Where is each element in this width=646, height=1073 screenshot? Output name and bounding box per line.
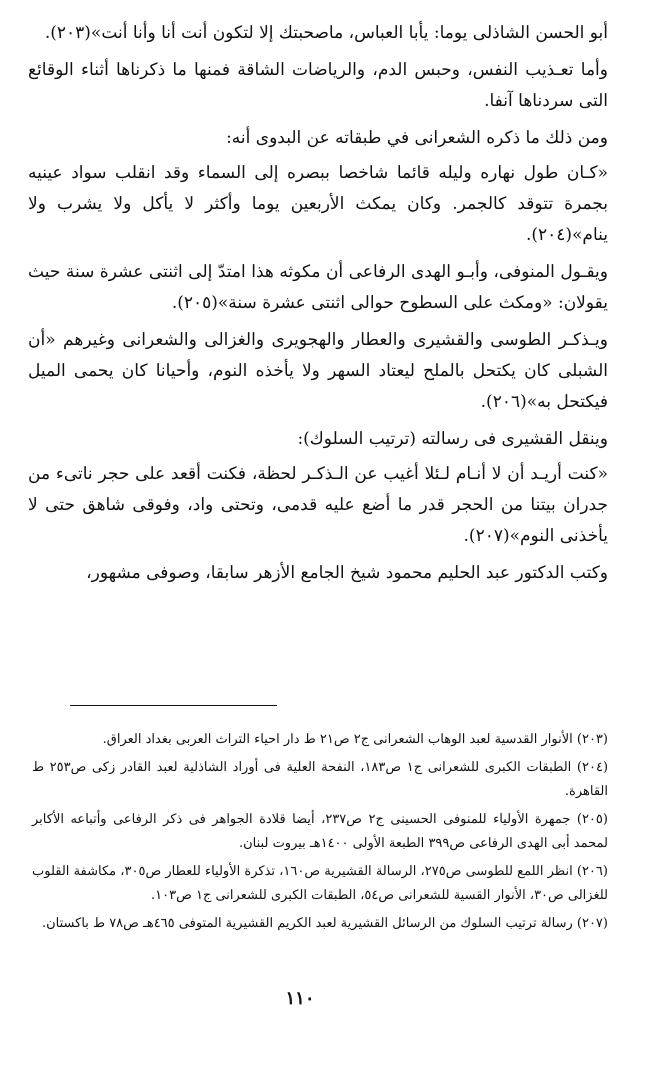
paragraph-7: وينقل القشيرى فى رسالته (ترتيب السلوك): (297, 429, 608, 449)
footnote-206: (٢٠٦) انظر اللمع للطوسى ص٢٧٥، الرسالة القشيرية ص١٦٠، تذكرة الأولياء للعطار ص٣٠٥، مكاشفة القلوب للغزالى ص٣٠، الأنوار القسية للشعرانى ص٥٤، الطبقات الكبرى للشعرانى ج١ ص١٠٣. (32, 863, 608, 903)
paragraph-5: ويقـول المنوفى، وأبـو الهدى الرفاعى أن مكوثه هذا امتدّ إلى اثنتى عشرة سنة حيث يقولان: «ومكث على السطوح حوالى اثنتى عشرة سنة»(٢٠٥). (28, 262, 608, 313)
paragraph-9: وكتب الدكتور عبد الحليم محمود شيخ الجامع الأزهر سابقا، وصوفى مشهور، (86, 563, 608, 583)
paragraph-6: ويـذكـر الطوسى والقشيرى والعطار والهجويرى والغزالى والشعرانى وغيرهم «أن الشبلى كان يكتحل بالملح ليعتاد السهر ولا يأخذه النوم، وأحيانا كان يحمى الميل فيكتحل به»(٢٠٦). (28, 330, 608, 412)
paragraph-3: ومن ذلك ما ذكره الشعرانى في طبقاته عن البدوى أنه: (226, 128, 608, 148)
footnote-205: (٢٠٥) جمهرة الأولياء للمنوفى الحسينى ج٢ ص٢٣٧، أيضا قلادة الجواهر فى ذكر الرفاعى وأتباعه الأكابر لمحمد أبى الهدى الرفاعى ص٣٩٩ الطبعة الأولى ١٤٠٠هـ بيروت لبنان. (32, 811, 608, 851)
footnote-203: (٢٠٣) الأنوار القدسية لعبد الوهاب الشعرانى ج٢ ص٢١ ط دار احياء التراث العربى بغداد العراق. (102, 732, 608, 747)
paragraph-1: أبو الحسن الشاذلى يوما: يأبا العباس، ماصحبتك إلا لتكون أنت أنا وأنا أنت»(٢٠٣). (44, 23, 608, 43)
footnote-separator (70, 705, 277, 706)
footnote-204: (٢٠٤) الطبقات الكبرى للشعرانى ج١ ص١٨٣، النفحة العلية فى أوراد الشاذلية لعبد القادر زكى ص٢٥٣ ط القاهرة. (32, 759, 609, 799)
quote-qushayri: «كنت أريـد أن لا أنـام لـئلا أغيب عن الـذكـر لحظة، فكنت أقعد على حجر ناتىء من جدران بيتنا من الحجر قدر ما أضع عليه قدمى، وتحتى واد، وفوقى شاهق حتى لا يأخذنى النوم»(٢٠٧). (28, 464, 608, 546)
page-number: ١١٠ (285, 988, 315, 1009)
quote-badawi: «كـان طول نهاره وليله قائما شاخصا ببصره إلى السماء وقد انقلب سواد عينيه بجمرة تتوقد كالجمر. وكان يمكث الأربعين يوما وأكثر لا يأكل ولا يشرب ولا ينام»(٢٠٤). (28, 163, 608, 245)
paragraph-2: وأما تعـذيب النفس، وحبس الدم، والرياضات الشاقة فمنها ما ذكرناها أثناء الوقائع التى سردناها آنفا. (28, 60, 608, 111)
footnote-207: (٢٠٧) رسالة ترتيب السلوك من الرسائل القشيرية لعبد الكريم القشيرية المتوفى ٤٦٥هـ ص٧٨ ط باكستان. (41, 915, 608, 931)
main-text (28, 18, 608, 589)
footnotes-list (32, 728, 608, 939)
